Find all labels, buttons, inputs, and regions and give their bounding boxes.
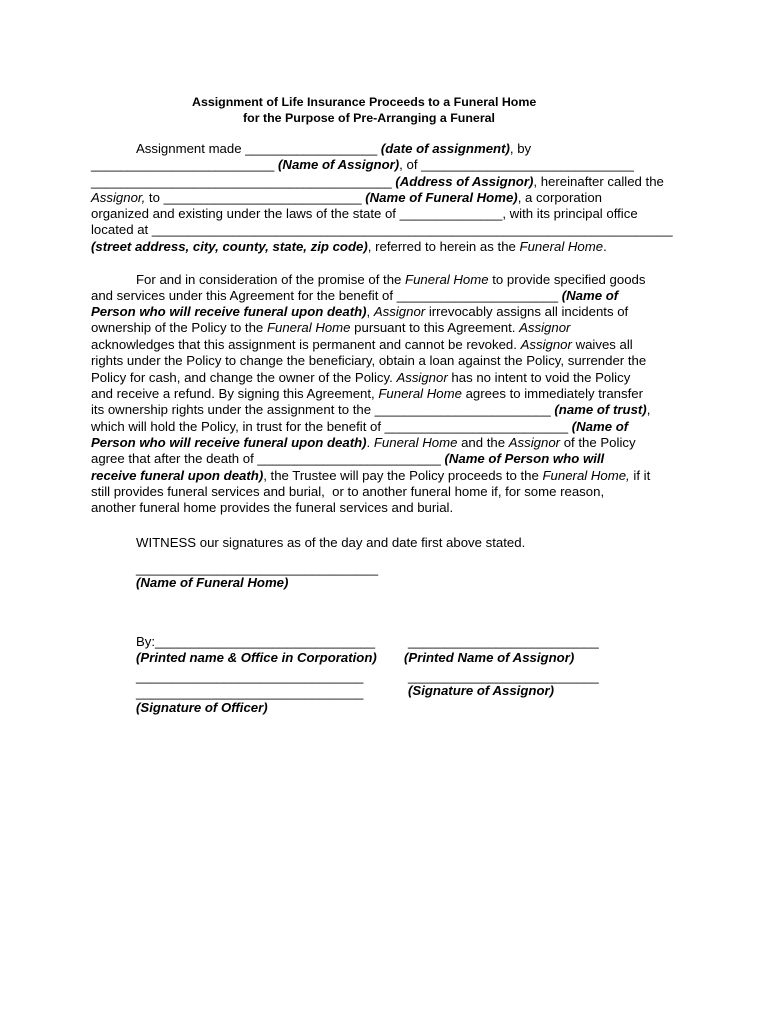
p1-line-6: located at _______________________________________________________________________ <box>91 222 673 237</box>
text: _________________________________________ <box>91 174 396 189</box>
assignor-name-line: __________________________ <box>408 634 599 649</box>
text: , referred to herein as the <box>367 239 520 254</box>
term: Funeral Home, <box>542 468 630 483</box>
p2-line-3 <box>91 304 628 320</box>
by-signature-line: By:______________________________ <box>136 634 376 649</box>
text: agree that after the death of _________________________ <box>91 451 445 466</box>
text: and receive a refund. By signing this Agreement, <box>91 386 379 401</box>
text: , a corporation <box>517 190 602 205</box>
p2-line-7 <box>91 370 630 386</box>
term: Assignor <box>508 435 561 450</box>
p2-line-6: rights under the Policy to change the beneficiary, obtain a loan against the Policy, surrender the <box>91 353 647 368</box>
officer-signature-label: (Signature of Officer) <box>136 700 268 715</box>
text: has no intent to void the Policy <box>447 370 631 385</box>
field-label: (Address of Assignor) <box>395 174 534 189</box>
text: acknowledges that this assignment is permanent and cannot be revoked. <box>91 337 521 352</box>
text: _________________________ <box>91 157 279 172</box>
text: , by <box>509 141 532 156</box>
officer-signature-line-2: _______________________________ <box>136 685 364 700</box>
text: Assignment made __________________ <box>136 141 381 156</box>
term: Assignor <box>519 320 571 335</box>
text: . <box>366 435 374 450</box>
text: For and in consideration of the promise of the <box>136 272 406 287</box>
term: Funeral Home <box>519 239 604 254</box>
p2-line-5 <box>91 337 633 353</box>
term: Funeral Home <box>405 272 489 287</box>
text: to provide specified goods <box>488 272 646 287</box>
p1-line-4 <box>91 190 602 206</box>
assignor-signature-label: (Signature of Assignor) <box>408 683 555 698</box>
assignor-signature-line: __________________________ <box>408 669 599 684</box>
p2-line-11 <box>91 435 636 451</box>
text: , <box>646 402 651 417</box>
p2-line-9 <box>91 402 650 418</box>
term: Assignor, <box>91 190 146 205</box>
document-title-line-1: Assignment of Life Insurance Proceeds to a Funeral Home <box>192 95 537 109</box>
text: agrees to immediately transfer <box>461 386 643 401</box>
text: waives all <box>571 337 633 352</box>
text: to ___________________________ <box>145 190 366 205</box>
term: Assignor <box>396 370 448 385</box>
field-label: (Name of Person who will <box>444 451 605 466</box>
p2-line-14: still provides funeral services and burial, or to another funeral home if, for some reason, <box>91 484 605 499</box>
text: ownership of the Policy to the <box>91 320 267 335</box>
text: irrevocably assigns all incidents of <box>425 304 629 319</box>
p1-line-2 <box>91 157 634 173</box>
funeral-home-name-label: (Name of Funeral Home) <box>136 575 289 590</box>
p2-line-10 <box>91 419 628 435</box>
document-title-line-2: for the Purpose of Pre-Arranging a Funeral <box>243 111 495 125</box>
funeral-home-signature-line: _________________________________ <box>136 561 379 576</box>
p2-line-15: another funeral home provides the funeral services and burial. <box>91 500 454 515</box>
p2-line-13 <box>91 468 650 484</box>
text: its ownership rights under the assignment to the ________________________ <box>91 402 555 417</box>
text: . <box>603 239 607 254</box>
p2-line-12 <box>91 451 604 467</box>
p1-line-1 <box>136 141 531 157</box>
text: , hereinafter called the <box>533 174 664 189</box>
term: Funeral Home <box>266 320 351 335</box>
text: , the Trustee will pay the Policy proceeds to the <box>263 468 543 483</box>
officer-signature-line-1: _______________________________ <box>136 669 364 684</box>
field-label: receive funeral upon death) <box>91 468 264 483</box>
term: Assignor <box>373 304 426 319</box>
field-label: (Name of <box>561 288 619 303</box>
text: of the Policy <box>560 435 636 450</box>
term: Assignor <box>520 337 572 352</box>
field-label: (name of trust) <box>554 402 647 417</box>
field-label: Person who will receive funeral upon death) <box>91 304 367 319</box>
field-label: (date of assignment) <box>380 141 510 156</box>
field-label: (Name of <box>571 419 629 434</box>
text: , of _____________________________ <box>399 157 634 172</box>
field-label: (Name of Funeral Home) <box>365 190 518 205</box>
p1-line-7 <box>91 239 607 255</box>
text: pursuant to this Agreement. <box>350 320 520 335</box>
p1-line-3 <box>91 174 664 190</box>
text: Policy for cash, and change the owner of the Policy. <box>91 370 397 385</box>
field-label: (street address, city, county, state, zip code) <box>91 239 368 254</box>
text: which will hold the Policy, in trust for the benefit of _________________________ <box>91 419 572 434</box>
text: if it <box>629 468 651 483</box>
field-label: (Name of Assignor) <box>278 157 400 172</box>
printed-name-office-label: (Printed name & Office in Corporation) <box>136 650 377 665</box>
p2-line-1 <box>136 272 645 288</box>
text: and the <box>457 435 509 450</box>
text: , <box>366 304 374 319</box>
p1-line-5: organized and existing under the laws of the state of ______________, with its principal office <box>91 206 638 221</box>
printed-name-assignor-label: (Printed Name of Assignor) <box>404 650 575 665</box>
term: Funeral Home <box>373 435 458 450</box>
text: and services under this Agreement for the benefit of ______________________ <box>91 288 562 303</box>
witness-statement: WITNESS our signatures as of the day and date first above stated. <box>136 535 526 550</box>
p2-line-2 <box>91 288 618 304</box>
field-label: Person who will receive funeral upon death) <box>91 435 367 450</box>
p2-line-8 <box>91 386 643 402</box>
p2-line-4 <box>91 320 570 336</box>
term: Funeral Home <box>378 386 462 401</box>
